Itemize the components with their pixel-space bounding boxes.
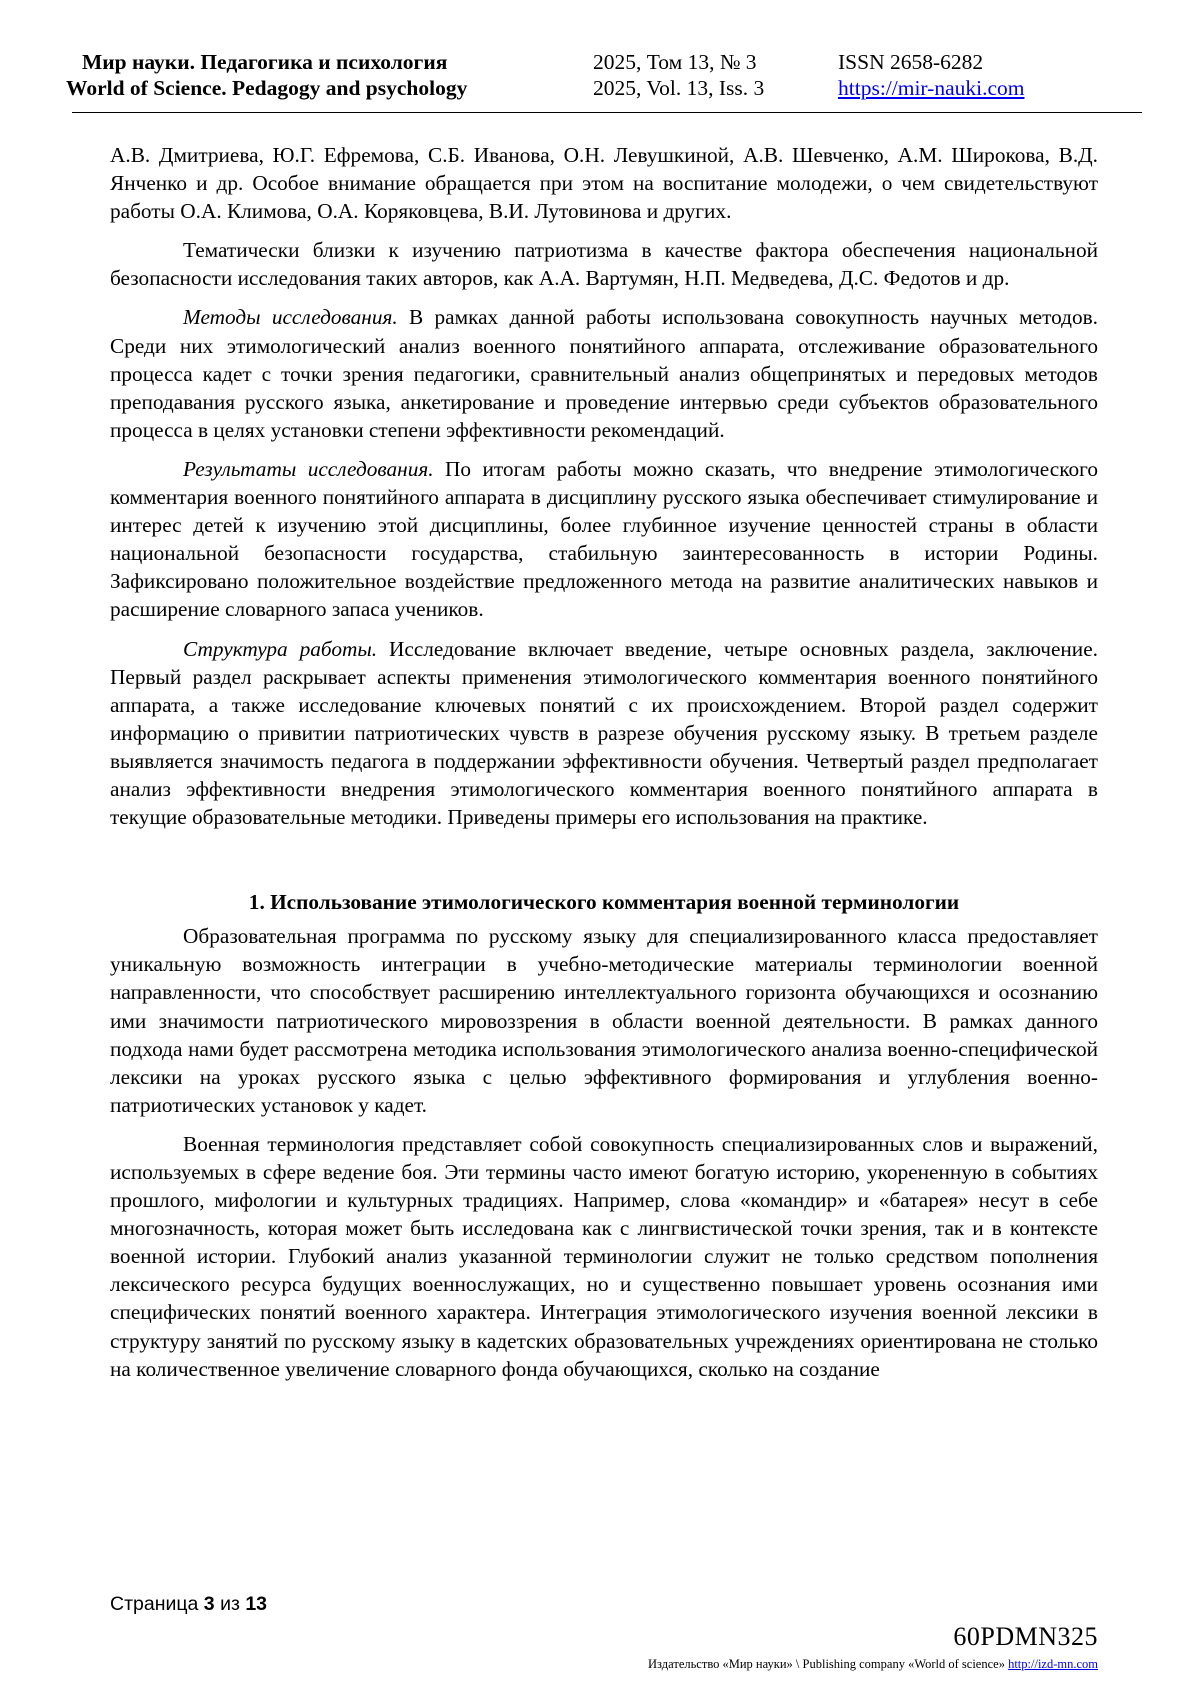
total-pages: 13 — [245, 1593, 268, 1615]
publisher-text: Издательство «Мир науки» \ Publishing company «World of science» — [648, 1657, 1009, 1671]
paragraph: А.В. Дмитриева, Ю.Г. Ефремова, С.Б. Иванова, О.Н. Левушкиной, А.В. Шевченко, А.М. Широкова, В.Д. Янченко и др. Особое внимание обращается при этом на воспитание молодежи, о чем свидетельствуют работы О.А. Климова, О.А. Коряковцева, В.И. Лутовинова и других. — [110, 143, 1098, 224]
methods-paragraph — [110, 303, 1098, 443]
journal-title-ru: Мир науки. Педагогика и психология — [82, 50, 448, 74]
structure-paragraph — [110, 635, 1098, 832]
journal-title-en: World of Science. Pedagogy and psychology — [66, 76, 468, 100]
page-header — [66, 50, 1142, 113]
results-label: Результаты исследования. — [183, 456, 434, 481]
section-heading: 1. Использование этимологического комментария военной терминологии — [248, 890, 960, 915]
methods-label: Методы исследования. — [183, 305, 398, 330]
publisher-line — [648, 1656, 1098, 1672]
paragraph: Военная терминология представляет собой совокупность специализированных слов и выражений, используемых в сфере ведение боя. Эти термины часто имеют богатую историю, укорененную в событиях прошлого, мифологии и культурных традициях. Например, слова «командир» и «батарея» несут в себе многозначность, которая может быть исследована как с лингвистической точки зрения, так и в контексте военной истории. Глубокий анализ указанной терминологии служит не только средством пополнения лексического ресурса будущих военнослужащих, но и существенно повышает уровень осознания ими специфических понятий военного характера. Интеграция этимологического изучения военной лексики в структуру занятий по русскому языку в кадетских образовательных учреждениях ориентирована не столько на количественное увеличение словарного фонда обучающихся, сколько на создание — [110, 1131, 1098, 1381]
current-page: 3 — [203, 1593, 215, 1615]
publisher-link[interactable]: http://izd-mn.com — [1008, 1657, 1098, 1671]
results-paragraph — [110, 455, 1098, 624]
structure-text: Исследование включает введение, четыре основных раздела, заключение. Первый раздел раскрывает аспекты применения этимологического комментария военного понятийного аппарата, а также исследование ключевых понятий с их происхождением. Второй раздел содержит информацию о привитии патриотических чувств в разрезе обучения русскому языку. В третьем разделе выявляется значимость педагога в поддержании эффективности обучения. Четвертый раздел предполагает анализ эффективности внедрения этимологического комментария военного понятийного аппарата в текущие образовательные методики. Приведены примеры его использования на практике. — [110, 636, 1098, 830]
paragraph: Тематически близки к изучению патриотизма в качестве фактора обеспечения национальной безопасности исследования таких авторов, как А.А. Вартумян, Н.П. Медведева, Д.С. Федотов и др. — [110, 238, 1098, 291]
page-number: Страница 3 из 13 — [110, 1593, 268, 1615]
website-link[interactable]: https://mir-nauki.com — [838, 76, 1025, 100]
paragraph: Образовательная программа по русскому языку для специализированного класса предоставляет уникальную возможность интеграции в учебно-методические материалы терминологии военной направленности, что способствует расширению интеллектуального горизонта обучающихся и осознанию ими значимости патриотического мировоззрения в области военной деятельности. В рамках данного подхода нами будет рассмотрена методика использования этимологического анализа военно-специфической лексики на уроках русского языка с целью эффективного формирования и углубления военно-патриотических установок у кадет. — [110, 924, 1098, 1117]
issue-ru: 2025, Том 13, № 3 — [593, 50, 757, 74]
structure-label: Структура работы. — [183, 636, 378, 661]
issue-en: 2025, Vol. 13, Iss. 3 — [593, 76, 765, 100]
issn: ISSN 2658-6282 — [838, 50, 984, 74]
article-code: 60PDMN325 — [953, 1622, 1098, 1651]
methods-text: В рамках данной работы использована совокупность научных методов. Среди них этимологический анализ военного понятийного аппарата, отслеживание образовательного процесса кадет с точки зрения педагогики, сравнительный анализ общепринятых и передовых методов преподавания русского языка, анкетирование и проведение интервью среди субъектов образовательного процесса в целях установки степени эффективности рекомендаций. — [110, 305, 1098, 442]
article-body — [110, 141, 1098, 1383]
results-text: По итогам работы можно сказать, что внедрение этимологического комментария военного понятийного аппарата в дисциплину русского языка обеспечивает стимулирование и интерес детей к изучению этой дисциплины, более глубинное изучение ценностей страны в области национальной безопасности государства, стабильную заинтересованность в истории Родины. Зафиксировано положительное воздействие предложенного метода на развитие аналитических навыков и расширение словарного запаса учеников. — [110, 456, 1098, 622]
